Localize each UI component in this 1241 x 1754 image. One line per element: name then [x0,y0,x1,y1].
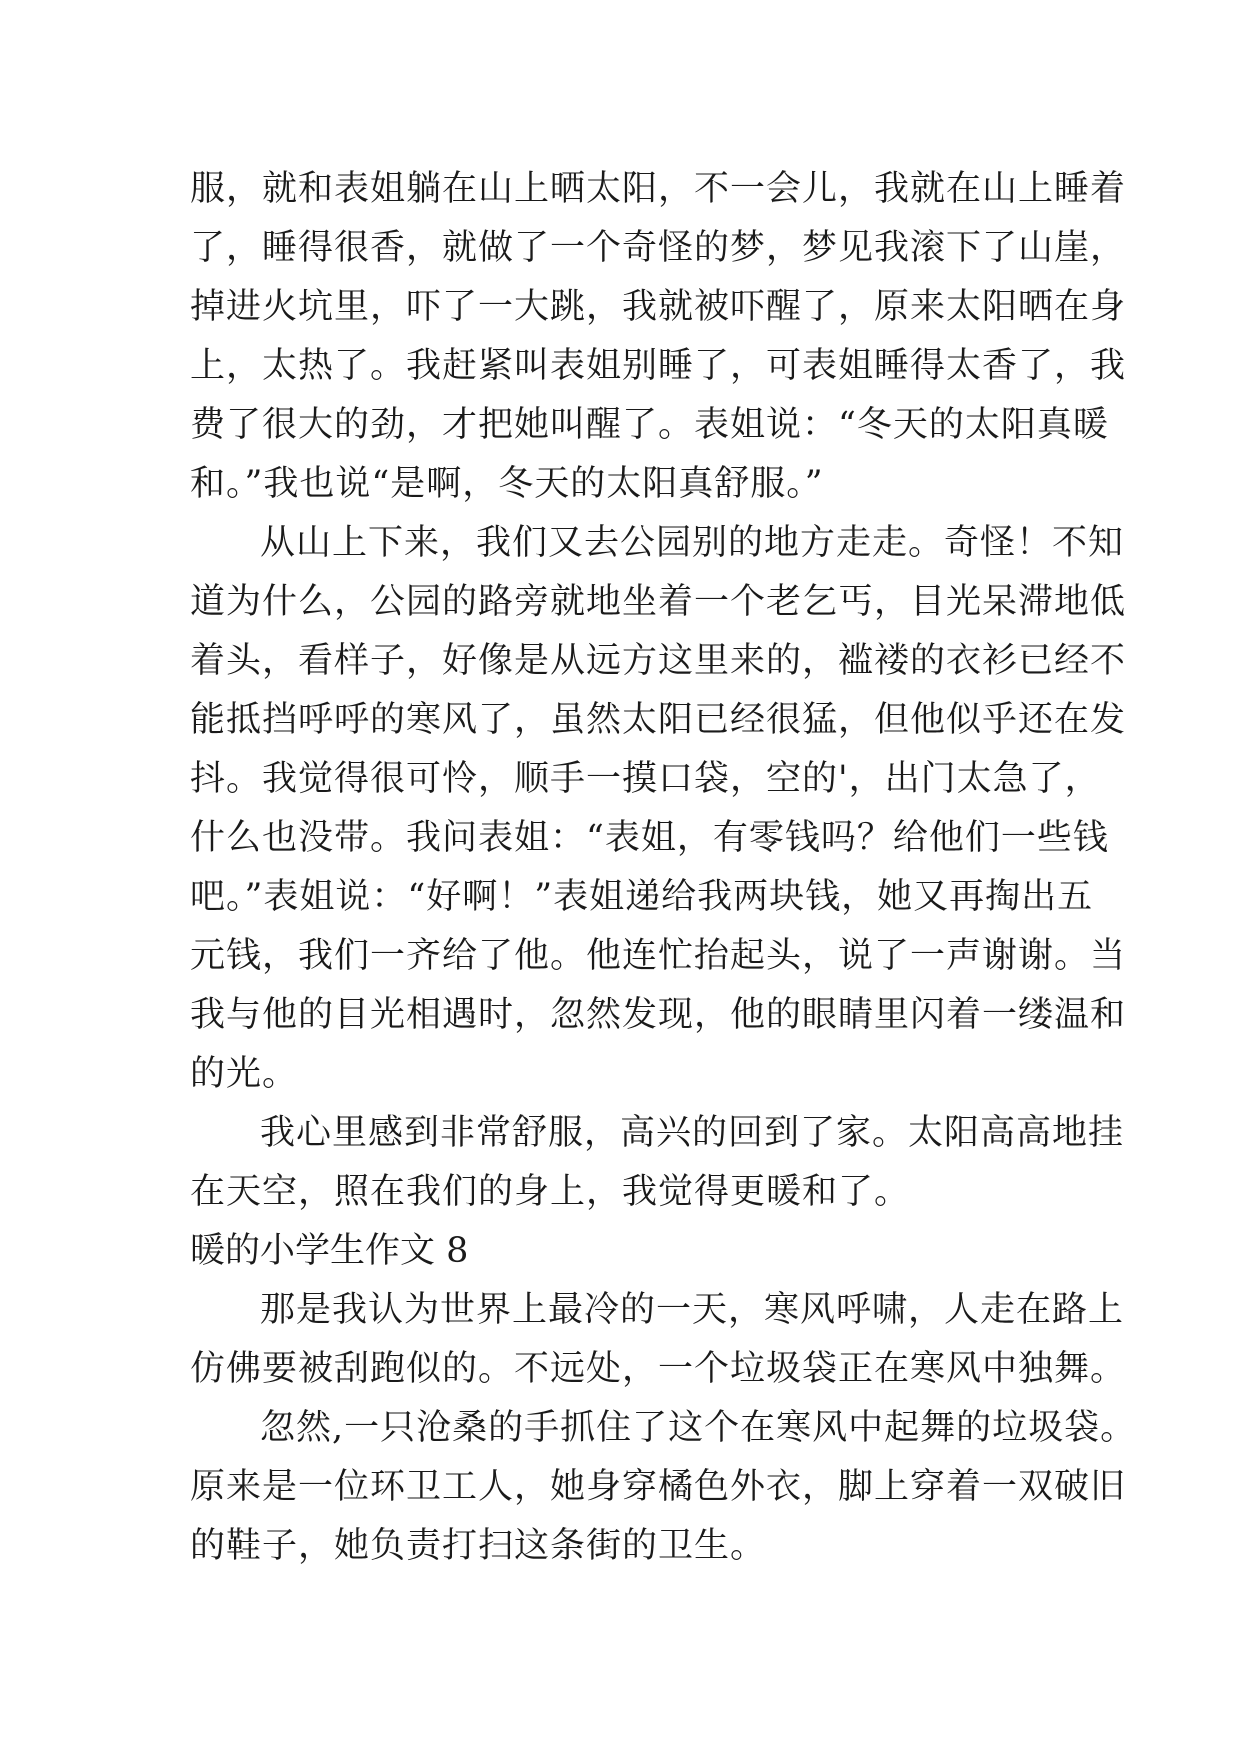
text-line: 道为什么，公园的路旁就地坐着一个老乞丐，目光呆滞地低 [190,582,1127,622]
text-line: 的鞋子，她负责打扫这条街的卫生。 [190,1526,767,1566]
text-line: 能抵挡呼呼的寒风了，虽然太阳已经很猛，但他似乎还在发 [190,700,1127,740]
text-line: 忽然,一只沧桑的手抓住了这个在寒风中起舞的垃圾袋。 [260,1408,1137,1448]
text-line: 我与他的目光相遇时，忽然发现，他的眼睛里闪着一缕温和 [190,995,1127,1035]
text-line: 什么也没带。我问表姐：“表姐，有零钱吗？给他们一些钱 [190,818,1109,858]
text-line: 费了很大的劲，才把她叫醒了。表姐说：“冬天的太阳真暖 [190,405,1109,445]
text-line: 原来是一位环卫工人，她身穿橘色外衣，脚上穿着一双破旧 [190,1467,1127,1507]
text-line: 抖。我觉得很可怜，顺手一摸口袋，空的'，出门太急了， [190,759,1101,799]
text-line: 上，太热了。我赶紧叫表姐别睡了，可表姐睡得太香了，我 [190,346,1127,386]
essay-body [190,160,1137,1576]
text-line: 在天空，照在我们的身上，我觉得更暖和了。 [190,1172,911,1212]
text-line: 和。”我也说“是啊，冬天的太阳真舒服。” [190,464,824,504]
text-line: 吧。”表姐说：“好啊！”表姐递给我两块钱，她又再掏出五 [190,877,1094,917]
text-line: 着头，看样子，好像是从远方这里来的，褴褛的衣衫已经不 [190,641,1127,681]
section-heading: 暖的小学生作文 8 [190,1231,469,1271]
text-line: 元钱，我们一齐给了他。他连忙抬起头，说了一声谢谢。当 [190,936,1127,976]
text-line: 我心里感到非常舒服，高兴的回到了家。太阳高高地挂 [260,1113,1125,1153]
text-line: 那是我认为世界上最冷的一天，寒风呼啸，人走在路上 [260,1290,1125,1330]
text-line: 了，睡得很香，就做了一个奇怪的梦，梦见我滚下了山崖， [190,228,1127,268]
text-line: 服，就和表姐躺在山上晒太阳，不一会儿，我就在山上睡着 [190,169,1127,209]
text-line: 从山上下来，我们又去公园别的地方走走。奇怪！不知 [260,523,1125,563]
text-line: 掉进火坑里，吓了一大跳，我就被吓醒了，原来太阳晒在身 [190,287,1127,327]
text-line: 仿佛要被刮跑似的。不远处，一个垃圾袋正在寒风中独舞。 [190,1349,1127,1389]
text-line: 的光。 [190,1054,299,1094]
